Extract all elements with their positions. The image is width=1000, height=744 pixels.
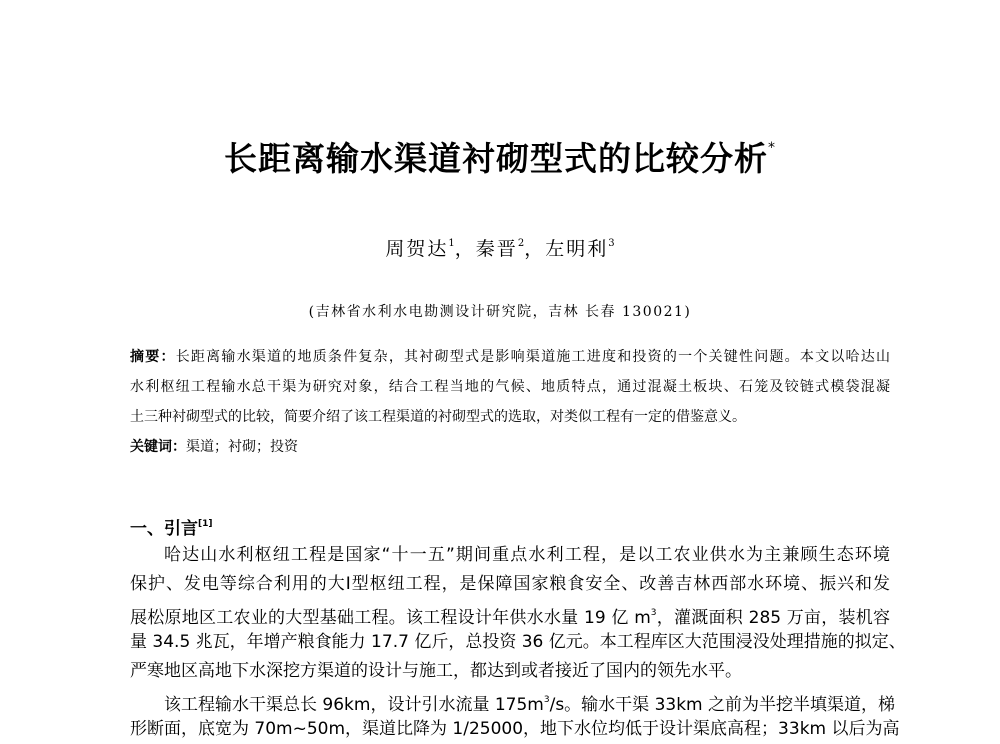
section-title: 一、引言 [130,519,198,539]
keywords-line [130,436,890,459]
abstract-text: 长距离输水渠道的地质条件复杂，其衬砌型式是影响渠道施工进度和投资的一个关键性问题。本文以哈达山 [175,349,891,365]
section-heading [130,511,213,542]
unit-superscript: 3 [650,608,657,618]
affiliation: (吉林省水利水电勘测设计研究院，吉林 长春 130021) [308,304,692,320]
abstract-line: 水利枢纽工程输水总干渠为研究对象，结合工程当地的气候、地质特点，通过混凝土板块、石笼及铰链式模袋混凝 [130,379,890,395]
author-affil-mark: 3 [608,238,615,249]
title-footnote-mark: * [768,140,776,156]
paper-title [0,126,1000,181]
author-affil-mark: 2 [517,238,525,249]
abstract-line: 土三种衬砌型式的比较，简要介绍了该工程渠道的衬砌型式的选取，对类似工程有一定的借鉴意义。 [130,409,746,425]
body-line: 保护、发电等综合利用的大Ⅰ型枢纽工程，是保障国家粮食安全、改善吉林西部水环境、振兴和发 [130,574,890,594]
author-separator: ， [524,238,546,260]
author-name: 周贺达 [385,238,449,260]
author-name: 秦晋 [475,238,518,260]
abstract-label: 摘要： [130,349,176,365]
section-ref: [1] [198,519,213,529]
author-affil-mark: 1 [448,238,455,249]
body-text: 该工程输水干渠总长 96km，设计引水流量 175m [164,695,544,715]
body-line: 哈达山水利枢纽工程是国家“十一五”期间重点水利工程，是以工农业供水为主兼顾生态环境 [164,545,890,565]
body-text: 展松原地区工农业的大型基础工程。该工程设计年供水水量 19 亿 m [130,608,651,628]
keywords-text: 渠道；衬砌；投资 [186,439,298,455]
body-line: 量 34.5 兆瓦，年增产粮食能力 17.7 亿斤，总投资 36 亿元。本工程库区大范围浸没处理措施的拟定、 [130,632,906,652]
unit-superscript: 3 [543,695,550,705]
author-list [0,230,1000,263]
body-text: ，灌溉面积 285 万亩，装机容 [656,608,890,628]
title-text: 长距离输水渠道衬砌型式的比较分析 [224,139,768,178]
body-line: 形断面，底宽为 70m~50m，渠道比降为 1/25000，地下水位均低于设计渠底高程；33km 以后为高 [130,719,900,739]
author-name: 左明利 [545,238,609,260]
body-text: /s。输水干渠 33km 之前为半挖半填渠道，梯 [549,695,896,715]
abstract-line [130,346,890,369]
keywords-label: 关键词： [130,439,186,455]
body-line: 严寒地区高地下水深挖方渠道的设计与施工，都达到或者接近了国内的领先水平。 [130,661,742,681]
author-separator: ， [454,238,476,260]
